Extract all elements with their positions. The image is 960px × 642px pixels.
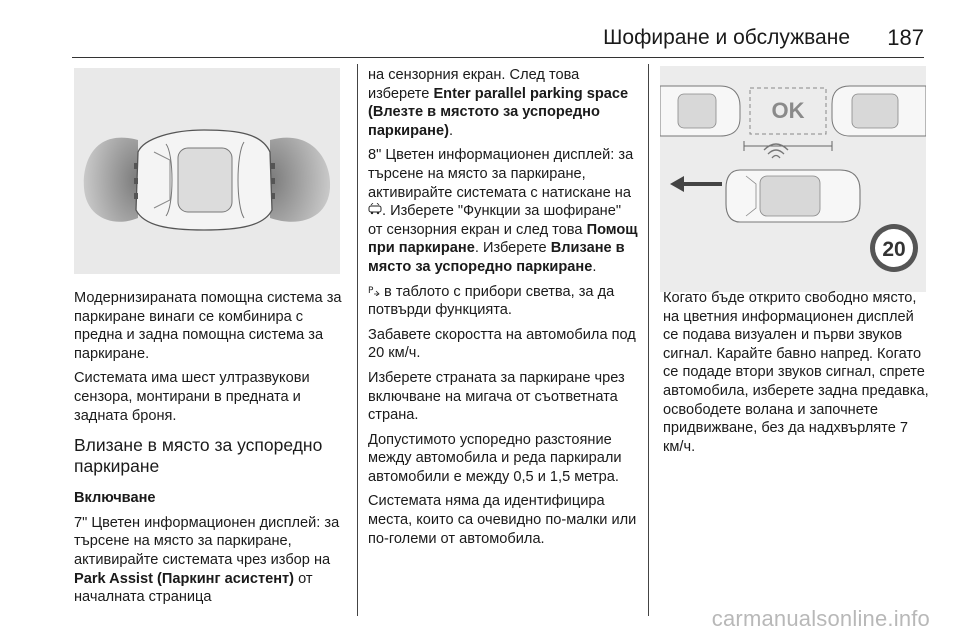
moving-car (726, 170, 860, 222)
text: 7" Цветен информационен дисплей: за търсене на място за паркиране, активирайте системата чрез избор на (74, 514, 340, 568)
ok-label: OK (771, 98, 805, 123)
parking-space-figure (660, 66, 926, 292)
enter-parallel-term: Enter parallel parking space (Влезте в мястото за успоредно паркиране) (368, 85, 629, 139)
middle-paragraph-4: Забавете скоростта на автомобила под 20 км/ч. (368, 326, 636, 362)
middle-paragraph-6: Допустимото успоредно разстояние между автомобила и реда паркирали автомобили е между 0,5 и 1,5 метра. (368, 431, 622, 485)
parked-car-right (832, 86, 926, 136)
park-assist-term: Park Assist (Паркинг асистент) (74, 570, 295, 587)
text: . (592, 258, 597, 275)
left-paragraph-2: Системата има шест ултразвукови сензора, монтирани в предната и задната броня. (74, 370, 310, 424)
car-top-view-icon (74, 68, 340, 274)
middle-paragraph-1 (368, 66, 638, 140)
section-title: Влизане в място за успоредно паркиране (74, 435, 323, 477)
text: на сензорния екран. След това изберете (368, 67, 580, 102)
speed-limit-label: 20 (882, 238, 906, 261)
text: . Изберете "Функции за шофиране" от сензорния екран и след това (368, 203, 622, 238)
enter-parallel-space-term: Влизане в място за успоредно паркиране (368, 240, 625, 275)
text: в таблото с прибори светва, за да потвърди функцията. (368, 283, 615, 319)
watermark: carmanualsonline.info (711, 606, 930, 631)
text: . (448, 122, 454, 139)
svg-text:P: P (368, 285, 374, 296)
middle-paragraph-3 (368, 283, 638, 320)
right-column (663, 289, 931, 462)
middle-column (368, 66, 638, 554)
page-number: 187 (887, 25, 924, 50)
left-paragraph-3 (74, 514, 346, 607)
page-header (0, 0, 960, 62)
subheading: Включване (74, 490, 156, 507)
arrow-left-icon (670, 176, 722, 192)
header-title: Шофиране и обслужване (603, 26, 850, 49)
text: от началната страница (74, 570, 313, 606)
middle-paragraph-5: Изберете страната за паркиране чрез включване на мигача от съответната страна. (368, 369, 625, 424)
column-divider-2 (648, 64, 649, 616)
text: . Изберете (474, 240, 551, 257)
speed-limit-sign (870, 224, 918, 272)
middle-paragraph-7: Системата няма да идентифицира места, които са очевидно по-малки или по-големи от автомобила. (368, 493, 637, 547)
parked-car-left (660, 86, 740, 136)
header-rule (72, 57, 924, 58)
parking-help-term: Помощ при паркиране (368, 221, 638, 257)
parking-sensor-figure (74, 68, 340, 274)
text: 8" Цветен информационен дисплей: за търсене на място за паркиране, активирайте системата с натискане на (368, 147, 634, 201)
left-column (74, 289, 346, 613)
column-divider-1 (357, 64, 358, 616)
right-paragraph-1: Когато бъде открито свободно място, на цветния информационен дисплей се подава визуален и първи звуков сигнал. Карайте бавно напред. Когато се подаде втори звуков сигнал, спрете автомобила, изберете задна предавка, освободете волана и започнете придвижване, без да надхвърляте 7 км/ч. (663, 290, 929, 455)
parking-assist-button-icon (368, 202, 382, 221)
left-paragraph-1: Модернизираната помощна система за паркиране винаги се комбинира с предна и задна помощна система за паркиране. (74, 290, 342, 362)
middle-paragraph-2 (368, 146, 638, 276)
park-assist-indicator-icon (368, 283, 380, 302)
